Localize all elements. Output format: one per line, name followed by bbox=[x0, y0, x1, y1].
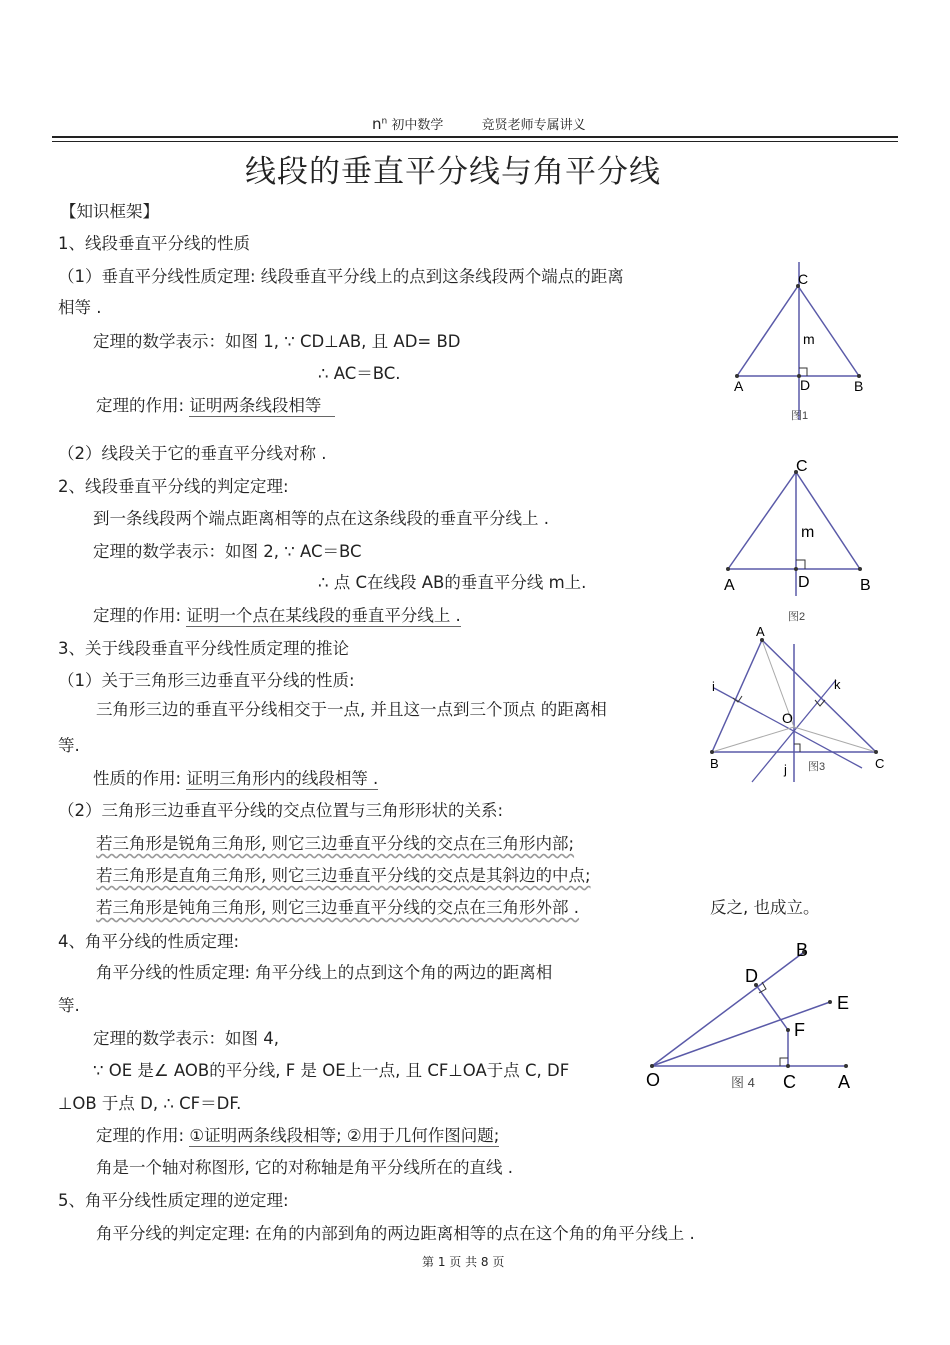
figure-2 bbox=[718, 448, 878, 628]
fig2-label-a: A bbox=[724, 577, 735, 594]
s1-use-text: 证明两条线段相等 bbox=[189, 396, 335, 417]
fig3-label-i: i bbox=[712, 679, 715, 694]
s4-heading: 4、角平分线的性质定理: bbox=[58, 932, 240, 951]
s2-use bbox=[93, 602, 461, 626]
fig4-label-e: E bbox=[837, 993, 850, 1013]
fig3-label-c: C bbox=[875, 756, 885, 771]
fig4-label-o: O bbox=[646, 1070, 661, 1090]
s3-p1: （1）关于三角形三边垂直平分线的性质: bbox=[58, 671, 355, 690]
page-footer: 第 1 页 共 8 页 bbox=[422, 1255, 505, 1269]
fig3-label-k: k bbox=[834, 677, 841, 692]
s4-math1: ∵ OE 是∠ AOB的平分线, F 是 OE上一点, 且 CF⊥OA于点 C, DF bbox=[93, 1061, 570, 1080]
fig4-label-d: D bbox=[745, 966, 758, 986]
page-header bbox=[372, 114, 586, 133]
s2-math1: 定理的数学表示：如图 2, ∵ AC＝BC bbox=[93, 542, 362, 561]
fig3-label-o: O bbox=[782, 710, 793, 726]
fig3-label-j: j bbox=[784, 762, 787, 777]
s1-p2: （2）线段关于它的垂直平分线对称 . bbox=[58, 444, 327, 463]
s5-heading: 5、角平分线性质定理的逆定理: bbox=[58, 1191, 289, 1210]
figure-1 bbox=[725, 260, 875, 430]
fig1-label-d: D bbox=[800, 377, 811, 393]
fig2-label-c: C bbox=[796, 458, 808, 475]
framework-label: 【知识框架】 bbox=[60, 202, 159, 221]
s1-math2: ∴ AC＝BC. bbox=[318, 364, 401, 383]
fig3-label-a: A bbox=[756, 624, 765, 639]
s3-case-tail: 反之, 也成立。 bbox=[710, 898, 820, 917]
s1-use bbox=[96, 392, 335, 416]
s4-math0: 定理的数学表示：如图 4, bbox=[93, 1029, 279, 1048]
header-logo-sup: n bbox=[381, 116, 388, 127]
s2-heading: 2、线段垂直平分线的判定定理: bbox=[58, 477, 289, 496]
header-rule-thick bbox=[52, 136, 898, 138]
s3-case-right: 若三角形是直角三角形, 则它三边垂直平分线的交点是其斜边的中点; bbox=[96, 866, 591, 885]
fig3-caption: 图3 bbox=[808, 761, 826, 773]
s2-math2: ∴ 点 C在线段 AB的垂直平分线 m上. bbox=[318, 573, 587, 592]
fig4-caption: 图 4 bbox=[731, 1075, 755, 1090]
s3-heading: 3、关于线段垂直平分线性质定理的推论 bbox=[58, 639, 349, 658]
fig1-caption: 图1 bbox=[791, 410, 809, 422]
s4-use-text: ①证明两条线段相等; ②用于几何作图问题; bbox=[189, 1126, 500, 1145]
s1-math1: 定理的数学表示：如图 1, ∵ CD⊥AB, 且 AD= BD bbox=[93, 332, 461, 351]
s4-use-label: 定理的作用: bbox=[96, 1126, 185, 1145]
s2-p1: 到一条线段两个端点距离相等的点在这条线段的垂直平分线上 . bbox=[93, 509, 549, 528]
figure-4 bbox=[640, 938, 870, 1098]
header-course: 初中数学 bbox=[391, 118, 444, 133]
s3-p2b: 等. bbox=[58, 736, 80, 755]
fig4-label-b: B bbox=[796, 940, 809, 960]
s3-use-text: 证明三角形内的线段相等 . bbox=[186, 769, 379, 788]
fig4-label-f: F bbox=[794, 1020, 805, 1040]
s4-p1b: 等. bbox=[58, 996, 80, 1015]
fig1-label-b: B bbox=[854, 378, 864, 394]
s2-use-text: 证明一个点在某线段的垂直平分线上 . bbox=[186, 606, 461, 625]
s4-math2: ⊥OB 于点 D, ∴ CF＝DF. bbox=[58, 1094, 242, 1113]
fig4-label-a: A bbox=[838, 1072, 851, 1092]
s1-heading: 1、线段垂直平分线的性质 bbox=[58, 234, 250, 253]
header-rule-thin bbox=[52, 141, 898, 142]
s3-case-acute: 若三角形是锐角三角形, 则它三边垂直平分线的交点在三角形内部; bbox=[96, 834, 575, 853]
figure-3 bbox=[700, 622, 900, 787]
s1-p1b: 相等 . bbox=[58, 298, 102, 317]
page-title: 线段的垂直平分线与角平分线 bbox=[245, 154, 661, 190]
fig2-label-d: D bbox=[798, 574, 810, 591]
s4-p2: 角是一个轴对称图形, 它的对称轴是角平分线所在的直线 . bbox=[96, 1158, 513, 1177]
s3-use-label: 性质的作用: bbox=[93, 769, 182, 788]
s4-use bbox=[96, 1122, 499, 1146]
fig2-label-m: m bbox=[801, 524, 815, 541]
fig2-label-b: B bbox=[860, 577, 871, 594]
header-logo: n bbox=[372, 115, 382, 133]
fig1-label-m: m bbox=[803, 331, 815, 347]
s1-p1: （1）垂直平分线性质定理: 线段垂直平分线上的点到这条线段两个端点的距离 bbox=[58, 267, 624, 286]
header-teacher: 竞贤老师专属讲义 bbox=[481, 118, 586, 133]
s4-p1: 角平分线的性质定理: 角平分线上的点到这个角的两边的距离相 bbox=[96, 963, 553, 982]
s3-use bbox=[93, 765, 378, 789]
fig1-label-a: A bbox=[734, 378, 744, 394]
s3-p2: 三角形三边的垂直平分线相交于一点, 并且这一点到三个顶点 的距离相 bbox=[96, 700, 607, 719]
s3-p3: （2）三角形三边垂直平分线的交点位置与三角形形状的关系: bbox=[58, 801, 504, 820]
s3-case-obtuse: 若三角形是钝角三角形, 则它三边垂直平分线的交点在三角形外部 . bbox=[96, 898, 579, 917]
fig3-label-b: B bbox=[710, 756, 719, 771]
fig4-label-c: C bbox=[783, 1072, 796, 1092]
s1-use-label: 定理的作用: bbox=[96, 396, 185, 415]
fig2-caption: 图2 bbox=[788, 611, 806, 623]
fig1-label-c: C bbox=[798, 271, 809, 287]
s5-p1: 角平分线的判定定理: 在角的内部到角的两边距离相等的点在这个角的角平分线上 . bbox=[96, 1224, 695, 1243]
s2-use-label: 定理的作用: bbox=[93, 606, 182, 625]
